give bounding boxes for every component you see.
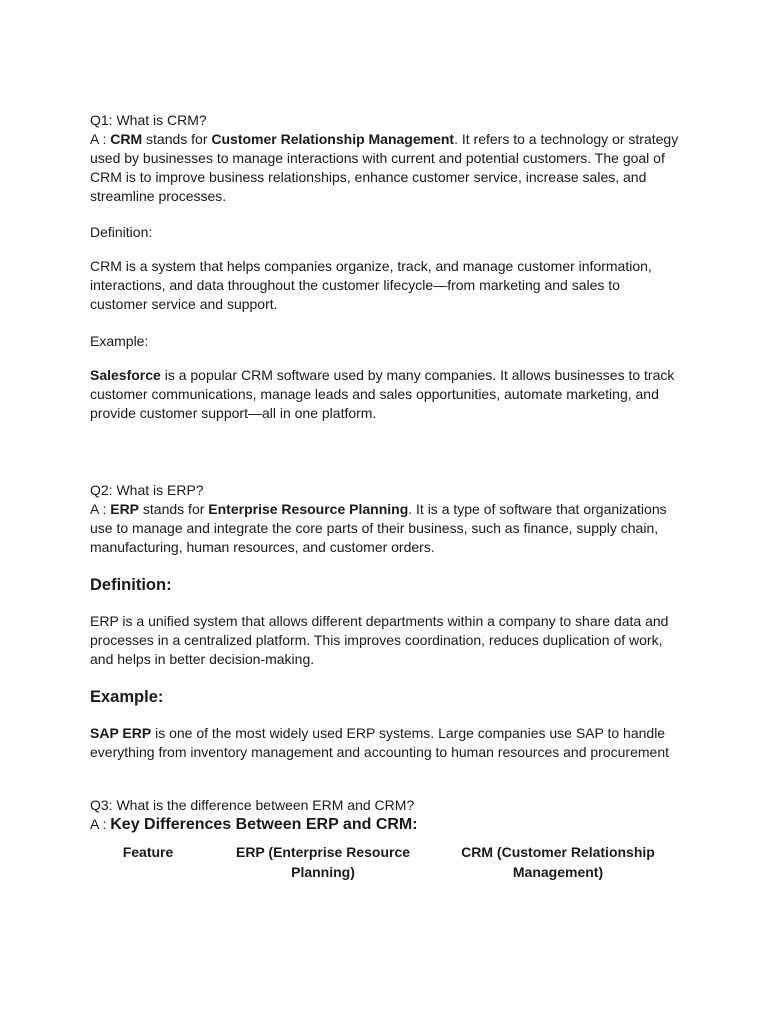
q1-definition-text: CRM is a system that helps companies organize, track, and manage customer information, interactions, and data throughout the customer lifecycle—from marketing and sales to customer service and support. xyxy=(90,258,652,312)
q1-example-rest: is a popular CRM software used by many companies. It allows businesses to track customer communications, manage leads and sales opportunities, automate marketing, and provide customer support—all in one platform. xyxy=(90,367,675,421)
full-name-crm: Customer Relationship Management xyxy=(211,131,455,147)
example-term-sap-erp: SAP ERP xyxy=(90,725,152,741)
q2-example-text xyxy=(90,724,680,762)
q2-answer xyxy=(90,500,680,557)
answer-prefix: A : xyxy=(90,131,111,147)
answer-prefix: A : xyxy=(90,501,111,517)
table-header-crm: CRM (Customer Relationship Management) xyxy=(461,844,655,880)
q2-definition-text: ERP is a unified system that allows different departments within a company to share data and processes in a centralized platform. This improves coordination, reduces duplication of work, and helps in better decision-making. xyxy=(90,613,669,667)
stands-for: stands for xyxy=(139,501,209,517)
term-erp: ERP xyxy=(110,501,140,517)
table-header-feature: Feature xyxy=(122,844,174,860)
answer-prefix: A : xyxy=(90,816,111,832)
q1-example-text xyxy=(90,366,680,423)
q2-example-heading: Example: xyxy=(90,688,164,706)
q3-question: Q3: What is the difference between ERM and CRM? xyxy=(90,797,415,813)
full-name-erp: Enterprise Resource Planning xyxy=(208,501,409,517)
q1-question: Q1: What is CRM? xyxy=(90,112,207,128)
q2-example-rest: is one of the most widely used ERP systems. Large companies use SAP to handle everything from inventory management and accounting to human resources and procurement xyxy=(90,725,669,760)
q2-definition-heading: Definition: xyxy=(90,576,172,594)
q2-question: Q2: What is ERP? xyxy=(90,482,204,498)
q1-example-heading: Example: xyxy=(90,333,149,349)
q1-answer xyxy=(90,130,680,206)
q1-answer-rest: . It refers to a technology or strategy used by businesses to manage interactions with current and potential customers. The goal of CRM is to improve business relationships, enhance customer service, increase sales, and streamline processes. xyxy=(90,131,679,204)
example-term-salesforce: Salesforce xyxy=(90,367,161,383)
comparison-table-header xyxy=(90,843,680,883)
q3-answer-heading xyxy=(90,815,680,834)
term-crm: CRM xyxy=(110,131,143,147)
q1-definition-heading: Definition: xyxy=(90,224,153,240)
stands-for: stands for xyxy=(142,131,212,147)
key-differences-heading: Key Differences Between ERP and CRM: xyxy=(110,816,418,833)
table-header-erp: ERP (Enterprise Resource Planning) xyxy=(235,844,411,880)
q2-answer-rest: . It is a type of software that organizations use to manage and integrate the core parts of their business, such as finance, supply chain, manufacturing, human resources, and customer orders. xyxy=(90,501,667,555)
